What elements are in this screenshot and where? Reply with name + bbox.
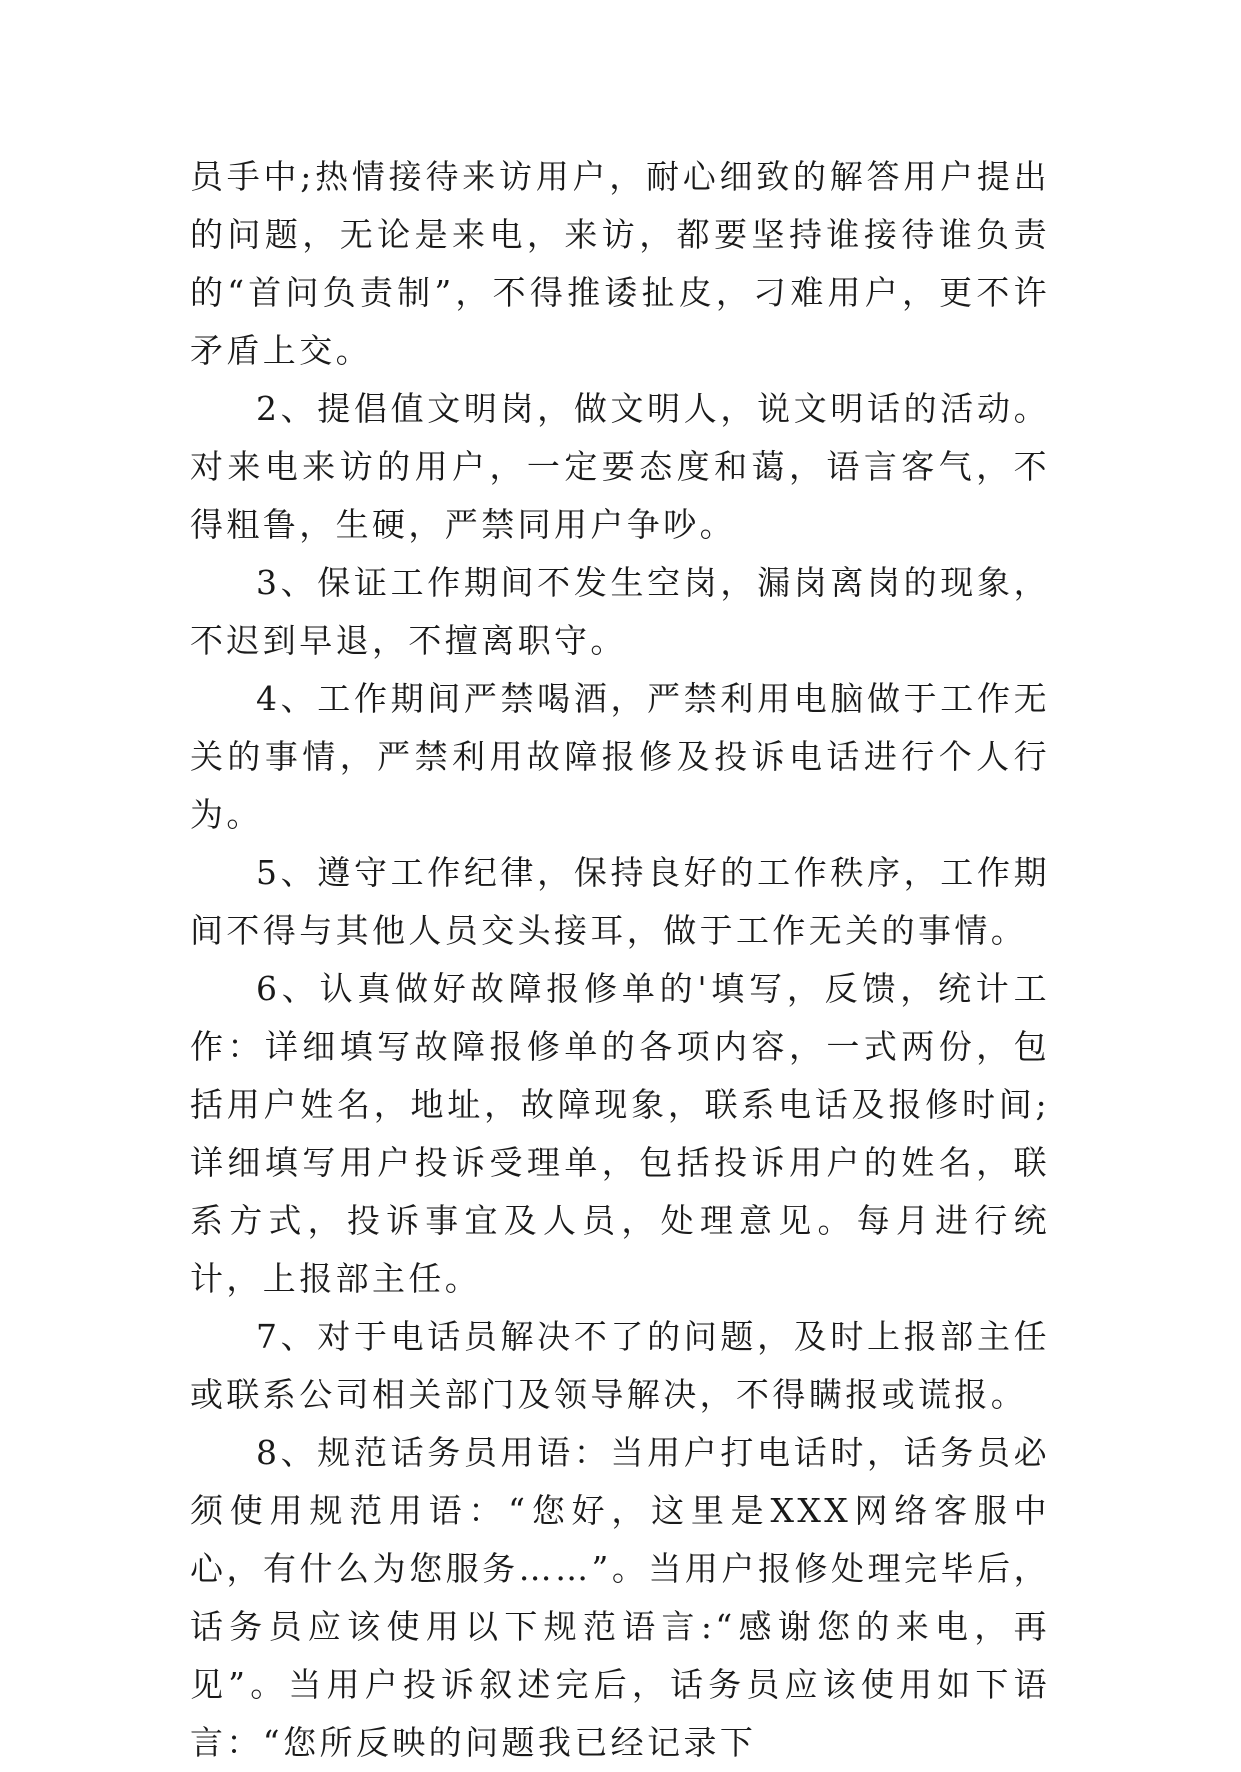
paragraph-item-7: 7、对于电话员解决不了的问题，及时上报部主任或联系公司相关部门及领导解决，不得瞒报或谎报。 [190, 1317, 1050, 1414]
paragraph-item-3: 3、保证工作期间不发生空岗，漏岗离岗的现象，不迟到早退，不擅离职守。 [190, 563, 1050, 660]
paragraph-item-4: 4、工作期间严禁喝酒，严禁利用电脑做于工作无关的事情，严禁利用故障报修及投诉电话进行个人行为。 [190, 679, 1050, 834]
paragraph-continuation: 员手中;热情接待来访用户，耐心细致的解答用户提出的问题，无论是来电，来访，都要坚持谁接待谁负责的“首问负责制”，不得推诿扯皮，刁难用户，更不许矛盾上交。 [190, 157, 1050, 370]
paragraph-item-6: 6、认真做好故障报修单的'填写，反馈，统计工作：详细填写故障报修单的各项内容，一式两份，包括用户姓名，地址，故障现象，联系电话及报修时间;详细填写用户投诉受理单，包括投诉用户的姓名，联系方式，投诉事宜及人员，处理意见。每月进行统计，上报部主任。 [190, 969, 1050, 1298]
paragraph-item-8: 8、规范话务员用语：当用户打电话时，话务员必须使用规范用语：“您好，这里是XXX网络客服中心，有什么为您服务……”。当用户报修处理完毕后，话务员应该使用以下规范语言:“感谢您的来电，再见”。当用户投诉叙述完后，话务员应该使用如下语言：“您所反映的问题我已经记录下 [190, 1433, 1050, 1762]
document-body [190, 148, 1050, 1772]
paragraph-item-5: 5、遵守工作纪律，保持良好的工作秩序，工作期间不得与其他人员交头接耳，做于工作无关的事情。 [190, 853, 1050, 950]
paragraph-item-2: 2、提倡值文明岗，做文明人，说文明话的活动。对来电来访的用户，一定要态度和蔼，语言客气，不得粗鲁，生硬，严禁同用户争吵。 [190, 389, 1050, 544]
